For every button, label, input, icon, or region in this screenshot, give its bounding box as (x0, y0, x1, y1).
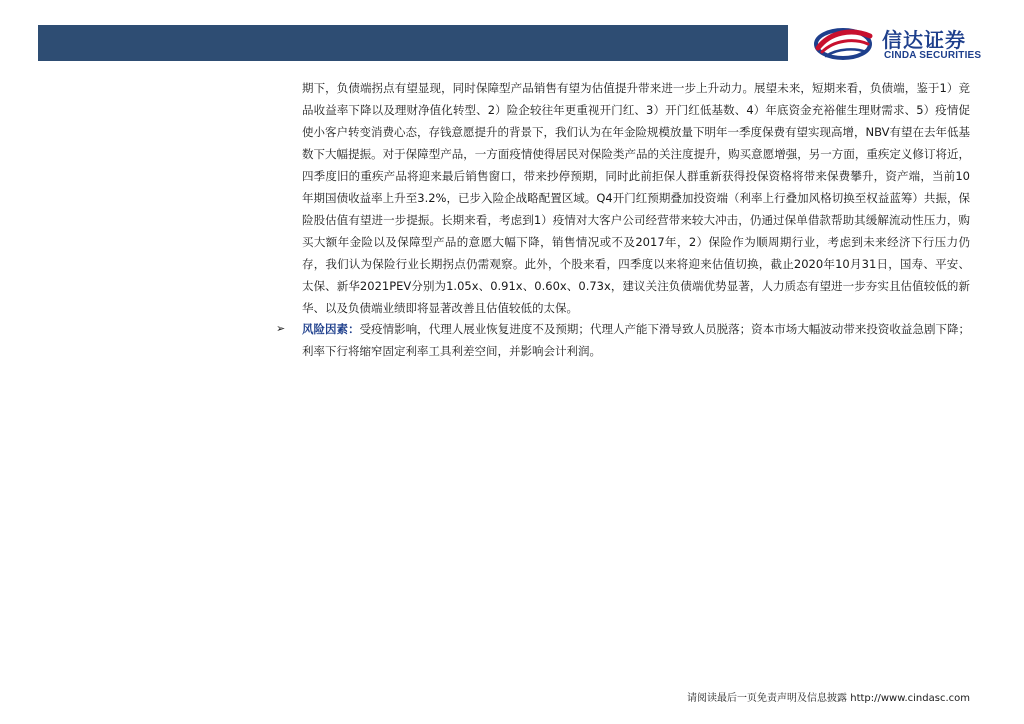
risk-label: 风险因素： (302, 322, 360, 336)
header-bar (38, 25, 788, 61)
footer-disclaimer-link[interactable]: 请阅读最后一页免责声明及信息披露 http://www.cindasc.com (687, 693, 970, 704)
logo-english-name: CINDA SECURITIES (884, 50, 982, 61)
risk-text (302, 318, 970, 362)
bullet-arrow-icon: ➢ (276, 322, 286, 335)
risk-description: 受疫情影响，代理人展业恢复进度不及预期；代理人产能下滑导致人员脱落；资本市场大幅波动带来投资收益急剧下降；利率下行将缩窄固定利率工具利差空间，并影响会计利润。 (302, 322, 970, 358)
risk-section (276, 318, 970, 362)
company-logo (812, 20, 992, 70)
logo-chinese-name: 信达证券 (882, 28, 966, 52)
body-paragraph: 期下，负债端拐点有望显现，同时保障型产品销售有望为估值提升带来进一步上升动力。展望未来，短期来看，负债端，鉴于1）竞品收益率下降以及理财净值化转型、2）险企较往年更重视开门红、3）开门红低基数、4）年底资金充裕催生理财需求、5）疫情促使小客户转变消费心态，存钱意愿提升的背景下，我们认为在年金险规模放量下明年一季度保费有望实现高增，NBV有望在去年低基数下大幅提振。对于保障型产品，一方面疫情使得居民对保险类产品的关注度提升，购买意愿增强，另一方面，重疾定义修订将近，四季度旧的重疾产品将迎来最后销售窗口，带来抄停预期，同时此前拒保人群重新获得投保资格将带来保费攀升，资产端，当前10年期国债收益率上升至3.2%，已步入险企战略配置区域。Q4开门红预期叠加投资端（利率上行叠加风格切换至权益蓝筹）共振，保险股估值有望进一步提振。长期来看，考虑到1）疫情对大客户公司经营带来较大冲击，仍通过保单借款帮助其缓解流动性压力，购买大额年金险以及保障型产品的意愿大幅下降，销售情况或不及2017年，2）保险作为顺周期行业，考虑到未来经济下行压力仍存，我们认为保险行业长期拐点仍需观察。此外，个股来看，四季度以来将迎来估值切换，截止2020年10月31日，国寿、平安、太保、新华2021PEV分别为1.05x、0.91x、0.60x、0.73x，建议关注负债端优势显著，人力质态有望进一步夯实且估值较低的新华、以及负债端业绩即将显著改善且估值较低的太保。 (302, 81, 970, 315)
cinda-logo-icon (812, 22, 874, 64)
